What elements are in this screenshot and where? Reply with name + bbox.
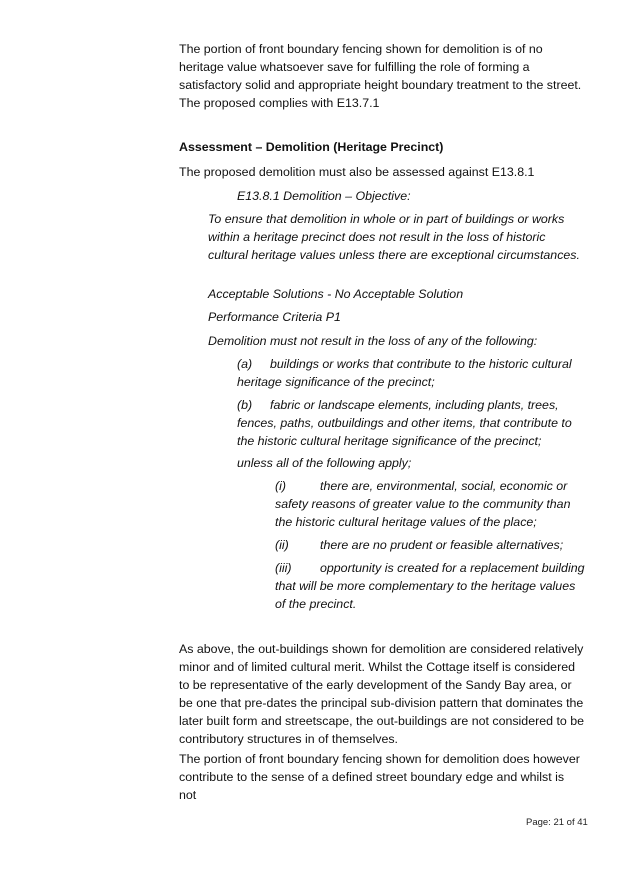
item-label: (a): [237, 357, 253, 371]
subitem-label: (ii): [275, 538, 289, 552]
acceptable-solutions: Acceptable Solutions - No Acceptable Solution: [208, 287, 464, 301]
criteria-lead: Demolition must not result in the loss of any of the following:: [208, 334, 538, 348]
unless-clause: unless all of the following apply;: [237, 456, 412, 470]
paragraph-above: As above, the out-buildings shown for demolition are considered relatively minor and of limited cultural merit. Whilst the Cottage itself is considered to be representative of the early development of the Sandy Bay area, or be one that pre-dates the principal sub-division pattern that dominates the later built form and streetscape, the out-buildings are not considered to be contributory structures in of themselves.: [179, 642, 585, 746]
subitem-i: [275, 477, 585, 531]
page-number: Page: 21 of 41: [526, 817, 588, 828]
section-heading: Assessment – Demolition (Heritage Precinct): [179, 140, 444, 154]
criteria-item-b: [237, 396, 582, 450]
subitem-text: there are no prudent or feasible alternatives;: [320, 538, 564, 552]
subitem-text: there are, environmental, social, economic or safety reasons of greater value to the community than the historic cultural heritage values of the place;: [275, 479, 571, 529]
paragraph-fencing: The portion of front boundary fencing shown for demolition does however contribute to the sense of a defined street boundary edge and whilst is not: [179, 752, 580, 802]
paragraph-intro: The portion of front boundary fencing shown for demolition is of no heritage value whatsoever save for fulfilling the role of forming a satisfactory solid and appropriate height boundary treatment to the street. The proposed complies with E13.7.1: [179, 42, 582, 110]
subitem-iii: [275, 559, 585, 613]
subitem-label: (i): [275, 479, 287, 493]
criteria-item-a: [237, 355, 582, 391]
subitem-text: opportunity is created for a replacement building that will be more complementary to the heritage values of the precinct.: [275, 561, 585, 611]
item-text: fabric or landscape elements, including plants, trees, fences, paths, outbuildings and other items, that contribute to the historic cultural heritage significance of the precinct;: [237, 398, 572, 448]
subitem-ii: [275, 536, 585, 554]
item-label: (b): [237, 398, 253, 412]
subitem-label: (iii): [275, 561, 292, 575]
item-text: buildings or works that contribute to the historic cultural heritage significance of the precinct;: [237, 357, 572, 389]
objective-title: E13.8.1 Demolition – Objective:: [237, 189, 411, 203]
paragraph-assess: The proposed demolition must also be assessed against E13.8.1: [179, 165, 535, 179]
performance-criteria: Performance Criteria P1: [208, 310, 341, 324]
objective-text: To ensure that demolition in whole or in part of buildings or works within a heritage precinct does not result in the loss of historic cultural heritage values unless there are exceptional circumstances.: [208, 212, 580, 262]
